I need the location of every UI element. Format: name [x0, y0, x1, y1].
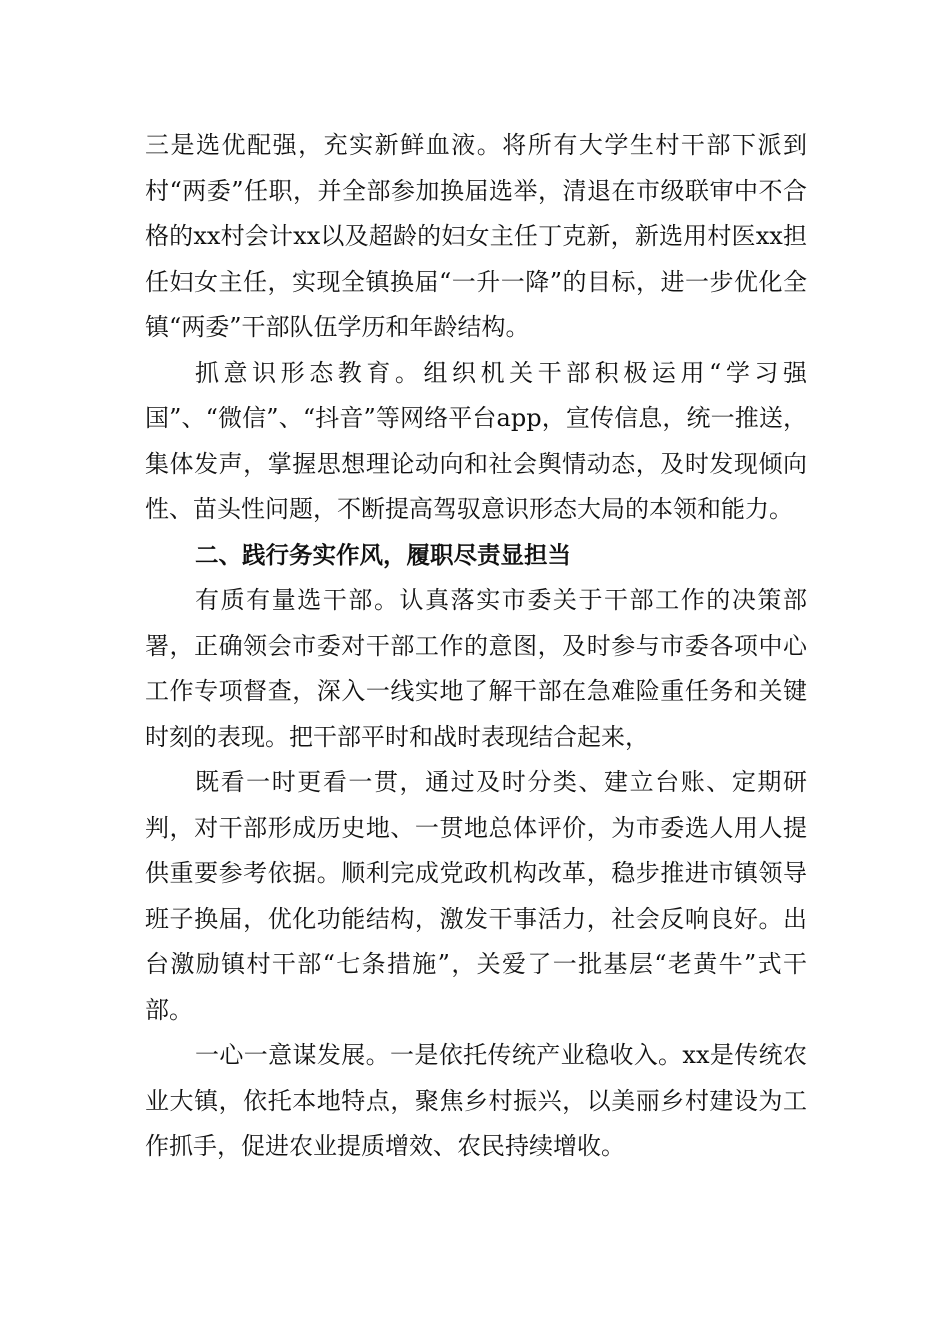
paragraph-ideology-education: 抓意识形态教育。组织机关干部积极运用“学习强国”、“微信”、“抖音”等网络平台app，宣传信息，统一推送，集体发声，掌握思想理论动向和社会舆情动态，及时发现倾向性、苗头性问题，不断提高驾驭意识形态大局的本领和能力。 [145, 358, 807, 523]
paragraph-selection-optimization: 三是选优配强，充实新鲜血液。将所有大学生村干部下派到村“两委”任职，并全部参加换届选举，清退在市级联审中不合格的xx村会计xx以及超龄的妇女主任丁克新，新选用村医xx担任妇女主任，实现全镇换届“一升一降”的目标，进一步优化全镇“两委”干部队伍学历和年龄结构。 [145, 131, 807, 341]
paragraph-development: 一心一意谋发展。一是依托传统产业稳收入。xx是传统农业大镇，依托本地特点，聚焦乡村振兴，以美丽乡村建设为工作抓手，促进农业提质增效、农民持续增收。 [145, 1041, 807, 1160]
paragraph-cadre-selection: 有质有量选干部。认真落实市委关于干部工作的决策部署，正确领会市委对干部工作的意图，及时参与市委各项中心工作专项督查，深入一线实地了解干部在急难险重任务和关键时刻的表现。把干部平时和战时表现结合起来， [145, 586, 807, 751]
paragraph-cadre-evaluation: 既看一时更看一贯，通过及时分类、建立台账、定期研判，对干部形成历史地、一贯地总体评价，为市委选人用人提供重要参考依据。顺利完成党政机构改革，稳步推进市镇领导班子换届，优化功能结构，激发干事活力，社会反响良好。出台激励镇村干部“七条措施”，关爱了一批基层“老黄牛”式干部。 [145, 768, 807, 1024]
document-body [145, 123, 807, 1170]
section-heading: 二、践行务实作风，履职尽责显担当 [195, 540, 571, 569]
